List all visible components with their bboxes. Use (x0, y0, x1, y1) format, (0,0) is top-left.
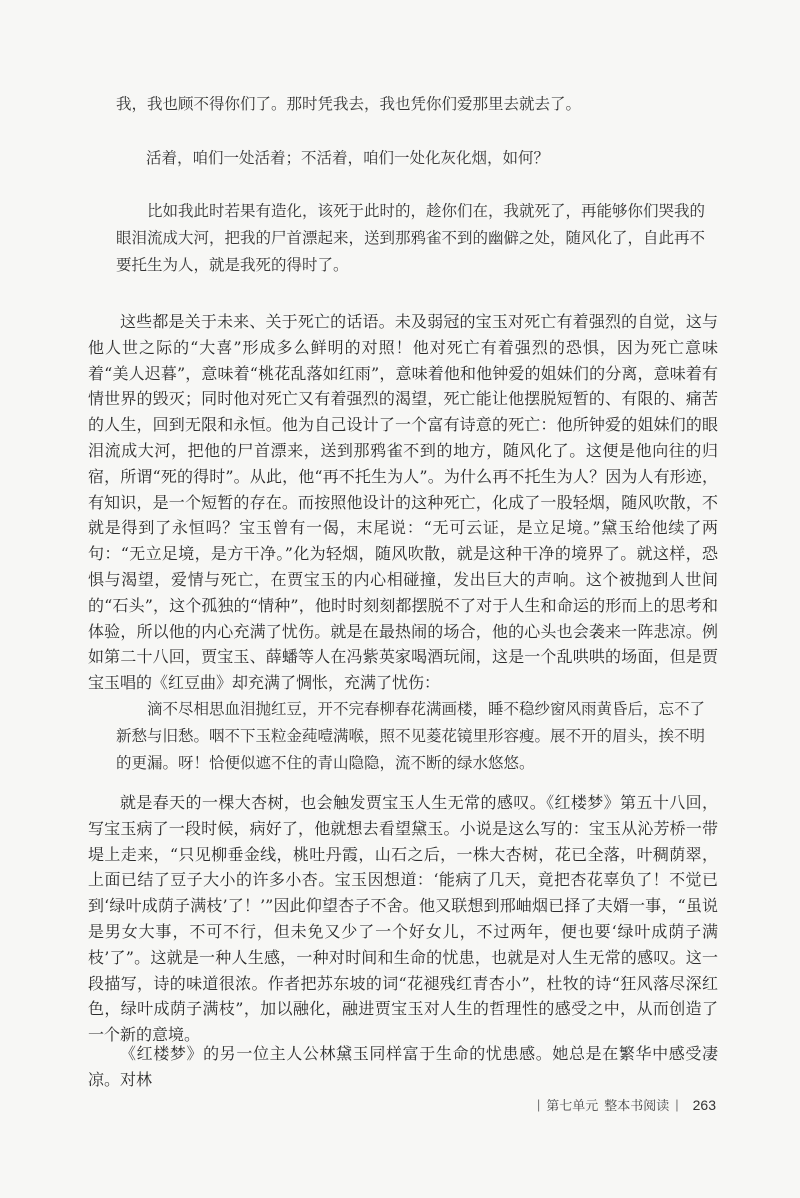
paragraph-3-text: 《红楼梦》的另一位主人公林黛玉同样富于生命的忧患感。她总是在繁华中感受凄凉。对林 (88, 1044, 718, 1089)
quote-2 (146, 145, 746, 172)
paragraph-2-text: 就是春天的一棵大杏树，也会触发贾宝玉人生无常的感叹。《红楼梦》第五十八回，写宝玉病了一段时候，病好了，他就想去看望黛玉。小说是这么写的：宝玉从沁芳桥一带堤上走来，“只见柳垂金线，桃吐丹霞，山石之后，一株大杏树，花已全落，叶稠荫翠，上面已结了豆子大小的许多小杏。宝玉因想道：‘能病了几天，竟把杏花辜负了！不觉已到‘绿叶成荫子满枝’了！’”因此仰望杏子不舍。他又联想到邢岫烟已择了夫婿一事，“虽说是男女大事，不可不行，但未免又少了一个好女儿，不过两年，便也要‘绿叶成荫子满枝’了”。这就是一种人生感，一种对时间和生命的忧患，也就是对人生无常的感叹。这一段描写，诗的味道很浓。作者把苏东坡的词“花褪残红青杏小”，杜牧的诗“狂风落尽深红色，绿叶成荫子满枝”，加以融化，融进贾宝玉对人生的哲理性的感受之中，从而创造了一个新的意境。 (88, 793, 718, 1045)
quote-4 (116, 696, 716, 777)
page-footer (537, 1095, 716, 1114)
paragraph-2 (88, 790, 718, 1048)
quote-3 (116, 198, 716, 279)
footer-title: 整本书阅读 (604, 1098, 670, 1113)
page-number: 263 (692, 1096, 716, 1113)
quote-1-text: 我，我也顾不得你们了。那时凭我去，我也凭你们爱那里去就去了。 (116, 95, 582, 113)
footer-unit: 第七单元 (546, 1098, 599, 1113)
footer-left-bar: | (536, 1097, 541, 1112)
paragraph-1-text: 这些都是关于未来、关于死亡的话语。未及弱冠的宝玉对死亡有着强烈的自觉，这与他人世之际的“大喜”形成多么鲜明的对照！他对死亡有着强烈的恐惧，因为死亡意味着“美人迟暮”，意味着“桃花乱落如红雨”，意味着他和他钟爱的姐妹们的分离，意味着有情世界的毁灭；同时他对死亡又有着强烈的渴望，死亡能让他摆脱短暂的、有限的、痛苦的人生，回到无限和永恒。他为自己设计了一个富有诗意的死亡：他所钟爱的姐妹们的眼泪流成大河，把他的尸首漂来，送到那鸦雀不到的地方，随风化了。这便是他向往的归宿，所谓“死的得时”。从此，他“再不托生为人”。为什么再不托生为人？因为人有形迹，有知识，是一个短暂的存在。而按照他设计的这种死亡，化成了一股轻烟，随风吹散，不就是得到了永恒吗？宝玉曾有一偈，末尾说：“无可云证，是立足境。”黛玉给他续了两句：“无立足境，是方干净。”化为轻烟，随风吹散，就是这种干净的境界了。就这样，恐惧与渴望，爱情与死亡，在贾宝玉的内心相碰撞，发出巨大的声响。这个被抛到人世间的“石头”，这个孤独的“情种”，他时时刻刻都摆脱不了对于人生和命运的形而上的思考和体验，所以他的内心充满了忧伤。就是在最热闹的场合，他的心头也会袭来一阵悲凉。例如第二十八回，贾宝玉、薛蟠等人在冯紫英家喝酒玩闹，这是一个乱哄哄的场面，但是贾宝玉唱的《红豆曲》却充满了惆怅，充满了忧伤： (88, 312, 718, 693)
paragraph-3 (88, 1041, 718, 1093)
quote-2-text: 活着，咱们一处活着；不活着，咱们一处化灰化烟，如何？ (146, 149, 550, 167)
paragraph-1 (88, 309, 718, 696)
footer-right-bar: | (675, 1097, 679, 1112)
quote-1 (116, 91, 716, 118)
quote-3-text: 比如我此时若果有造化，该死于此时的，趁你们在，我就死了，再能够你们哭我的眼泪流成大河，把我的尸首漂起来，送到那鸦雀不到的幽僻之处，随风化了，自此再不要托生为人，就是我死的得时了。 (116, 202, 706, 274)
quote-4-text: 滴不尽相思血泪抛红豆，开不完春柳春花满画楼，睡不稳纱窗风雨黄昏后，忘不了新愁与旧愁。咽不下玉粒金莼噎满喉，照不见菱花镜里形容瘦。展不开的眉头，挨不明的更漏。呀！恰便似遮不住的青山隐隐，流不断的绿水悠悠。 (116, 700, 706, 772)
